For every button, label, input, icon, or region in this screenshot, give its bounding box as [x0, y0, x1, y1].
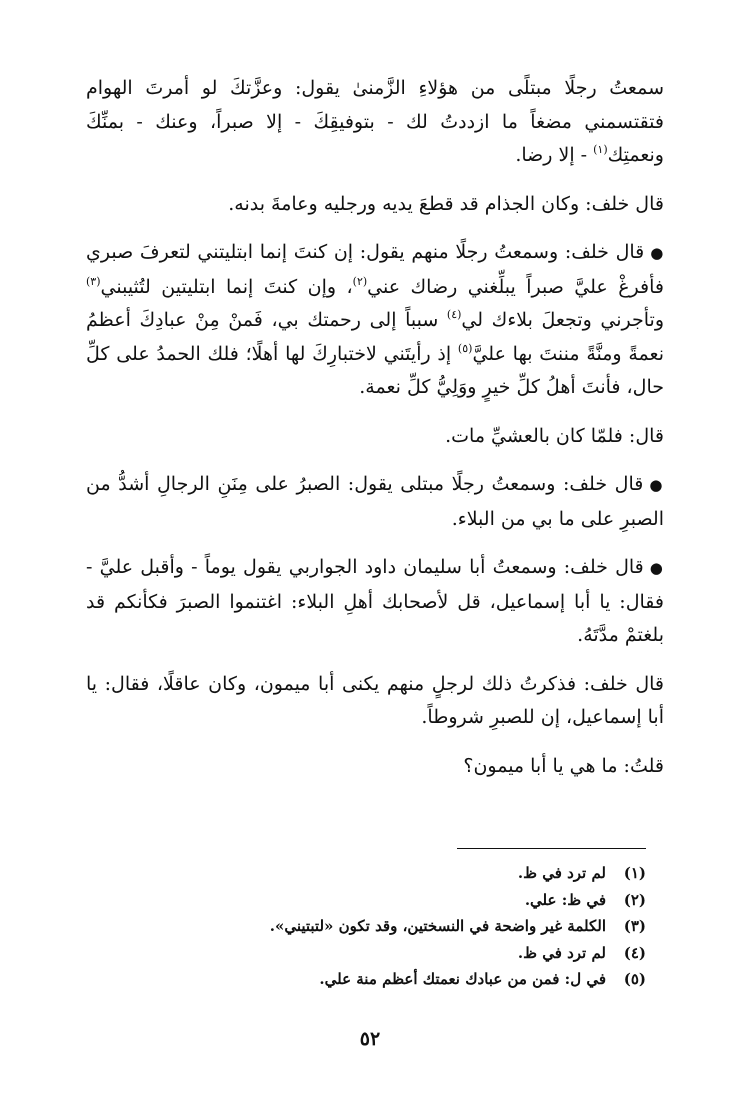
footnote-number: (٤)	[623, 943, 646, 962]
bullet-icon: ●	[649, 559, 664, 577]
main-text	[86, 72, 664, 798]
paragraph-text: سبباً إلى رحمتك بي، فَمنْ مِنْ عبادِكَ أعظمُ نعمةً ومنَّةً مننتَ بها عليَّ	[86, 309, 664, 365]
footnote-text: في ل: فمن من عبادك نعمتك أعظم منة علي.	[319, 970, 606, 988]
footnotes	[86, 860, 646, 993]
paragraph-text: قال: فلمّا كان بالعشيِّ مات.	[445, 424, 664, 447]
footnote-text: في ظ: علي.	[524, 890, 606, 909]
footnote-number: (٣)	[623, 917, 646, 935]
paragraph-text: قال خلف: وسمعتُ رجلًا مبتلى يقول: الصبرُ على مِنَنِ الرجالِ أشدُّ من الصبرِ على ما بي من البلاء.	[86, 473, 664, 530]
footnote-ref-2[interactable]: (٢)	[352, 274, 368, 288]
paragraph-text: سمعتُ رجلًا مبتلًى من هؤلاءِ الزَّمنىٰ يقول: وعزَّتكَ لو أمرتَ الهوام فتقتسمني مضغاً ما ازددتُ لك - بتوفيقِكَ - إلا صبراً، وعنك - بمنِّكَ ونعمتِك	[86, 77, 664, 166]
footnote-ref-1[interactable]: (١)	[593, 143, 608, 156]
paragraph-text: قال خلف: وكان الجذام قد قطعَ يديه ورجليه وعامةَ بدنه.	[228, 192, 664, 215]
footnote-ref-4[interactable]: (٤)	[446, 308, 462, 321]
page-number: ٥٢	[359, 1028, 381, 1050]
paragraph-text: قال خلف: فذكرتُ ذلك لرجلٍ منهم يكنى أبا ميمون، وكان عاقلًا، فقال: يا أبا إسماعيل، إن للصبرِ شروطاً.	[86, 672, 664, 728]
footnote-ref-3[interactable]: (٣)	[86, 274, 101, 288]
paragraph-text: قال خلف: وسمعتُ أبا سليمان داود الجواربي يقول يوماً - وأقبل عليَّ - فقال: يا أبا إسماعيل، قل لأصحابك أهلِ البلاء: اغتنموا الصبرَ فكأنكم قد بلغتمْ مدَّتَهُ.	[86, 556, 664, 646]
footnote-item	[86, 887, 646, 914]
paragraph-4	[86, 420, 664, 454]
footnote-item	[86, 940, 646, 967]
footnote-divider	[457, 848, 646, 849]
bullet-icon: ●	[649, 476, 664, 494]
paragraph-text: قال خلف: وسمعتُ رجلًا منهم يقول: إن كنتَ إنما ابتليتني لتعرفَ صبري فأفرغْ عليَّ صبراً يبلِّغني رضاك عني	[86, 241, 664, 298]
footnote-ref-5[interactable]: (٥)	[457, 341, 473, 355]
footnote-item	[86, 860, 646, 887]
paragraph-7	[86, 668, 664, 735]
paragraph-1	[86, 72, 664, 173]
footnote-number: (٥)	[623, 970, 646, 988]
footnote-number: (٢)	[623, 890, 646, 909]
footnote-number: (١)	[623, 864, 646, 882]
footnote-item	[86, 966, 646, 993]
paragraph-5	[86, 468, 664, 536]
paragraph-text: قلتُ: ما هي يا أبا ميمون؟	[463, 754, 664, 777]
footnote-text: لم ترد في ظ.	[517, 864, 606, 882]
footnote-text: الكلمة غير واضحة في النسختين، وقد تكون «لتبتيني».	[269, 917, 606, 935]
bullet-icon: ●	[650, 244, 664, 262]
paragraph-text: ، وإن كنتَ إنما ابتليتين لتُثيبني	[100, 275, 353, 298]
paragraph-2	[86, 188, 664, 222]
footnote-item	[86, 913, 646, 940]
paragraph-text: - إلا رضا.	[515, 144, 594, 166]
paragraph-text: إذ رأيتَني لاختبارِكَ لها أهلًا؛ فلك الحمدُ على كلِّ حال، فأنتَ أهلُ كلِّ خيرٍ ووَلِيُّ كلِّ نعمة.	[86, 342, 664, 398]
footnote-text: لم ترد في ظ.	[517, 943, 606, 962]
paragraph-3	[86, 236, 664, 405]
paragraph-6	[86, 551, 664, 653]
paragraph-text: وتأجرني وتجعلَ بلاءك لي	[461, 309, 664, 331]
paragraph-8	[86, 750, 664, 784]
